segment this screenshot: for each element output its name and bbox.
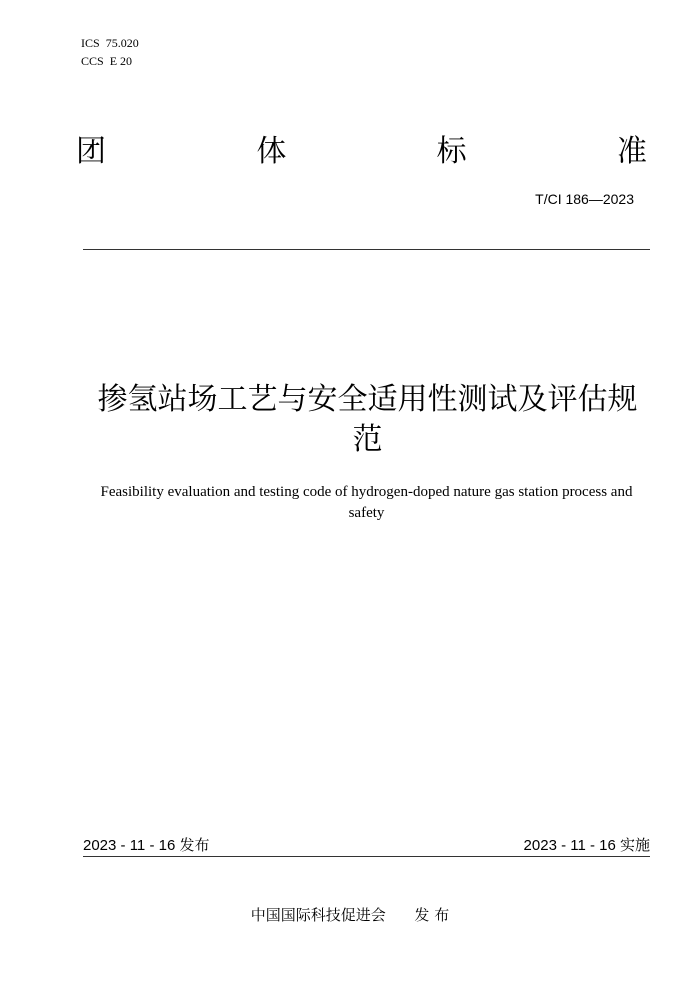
document-title-english: Feasibility evaluation and testing code of hydrogen-doped nature gas station process and safety [100,484,633,521]
issuer-name: 中国国际科技促进会 [250,906,386,924]
ics-code [81,34,139,52]
standard-number: T/CI 186—2023 [535,191,634,207]
ccs-value: E 20 [109,54,133,68]
heading-char: 团 [76,134,106,169]
publication-date: 2023 - 11 - 16 发布 [83,837,210,854]
heading-char: 准 [616,134,647,169]
heading-char: 标 [436,134,467,169]
implementation-date: 2023 - 11 - 16 实施 [523,837,650,854]
ics-label: ICS [81,36,100,50]
standard-type-heading [76,132,647,172]
classification-codes [81,34,139,70]
ccs-code [81,52,139,70]
issuer-line [0,904,700,925]
document-title-chinese: 掺氢站场工艺与安全适用性测试及评估规范 [97,382,638,457]
bottom-divider [83,856,650,857]
issuer-action: 发 布 [414,906,450,924]
ccs-label: CCS [81,54,104,68]
heading-char: 体 [256,134,287,169]
ics-value: 75.020 [105,36,139,50]
top-divider [83,249,650,250]
